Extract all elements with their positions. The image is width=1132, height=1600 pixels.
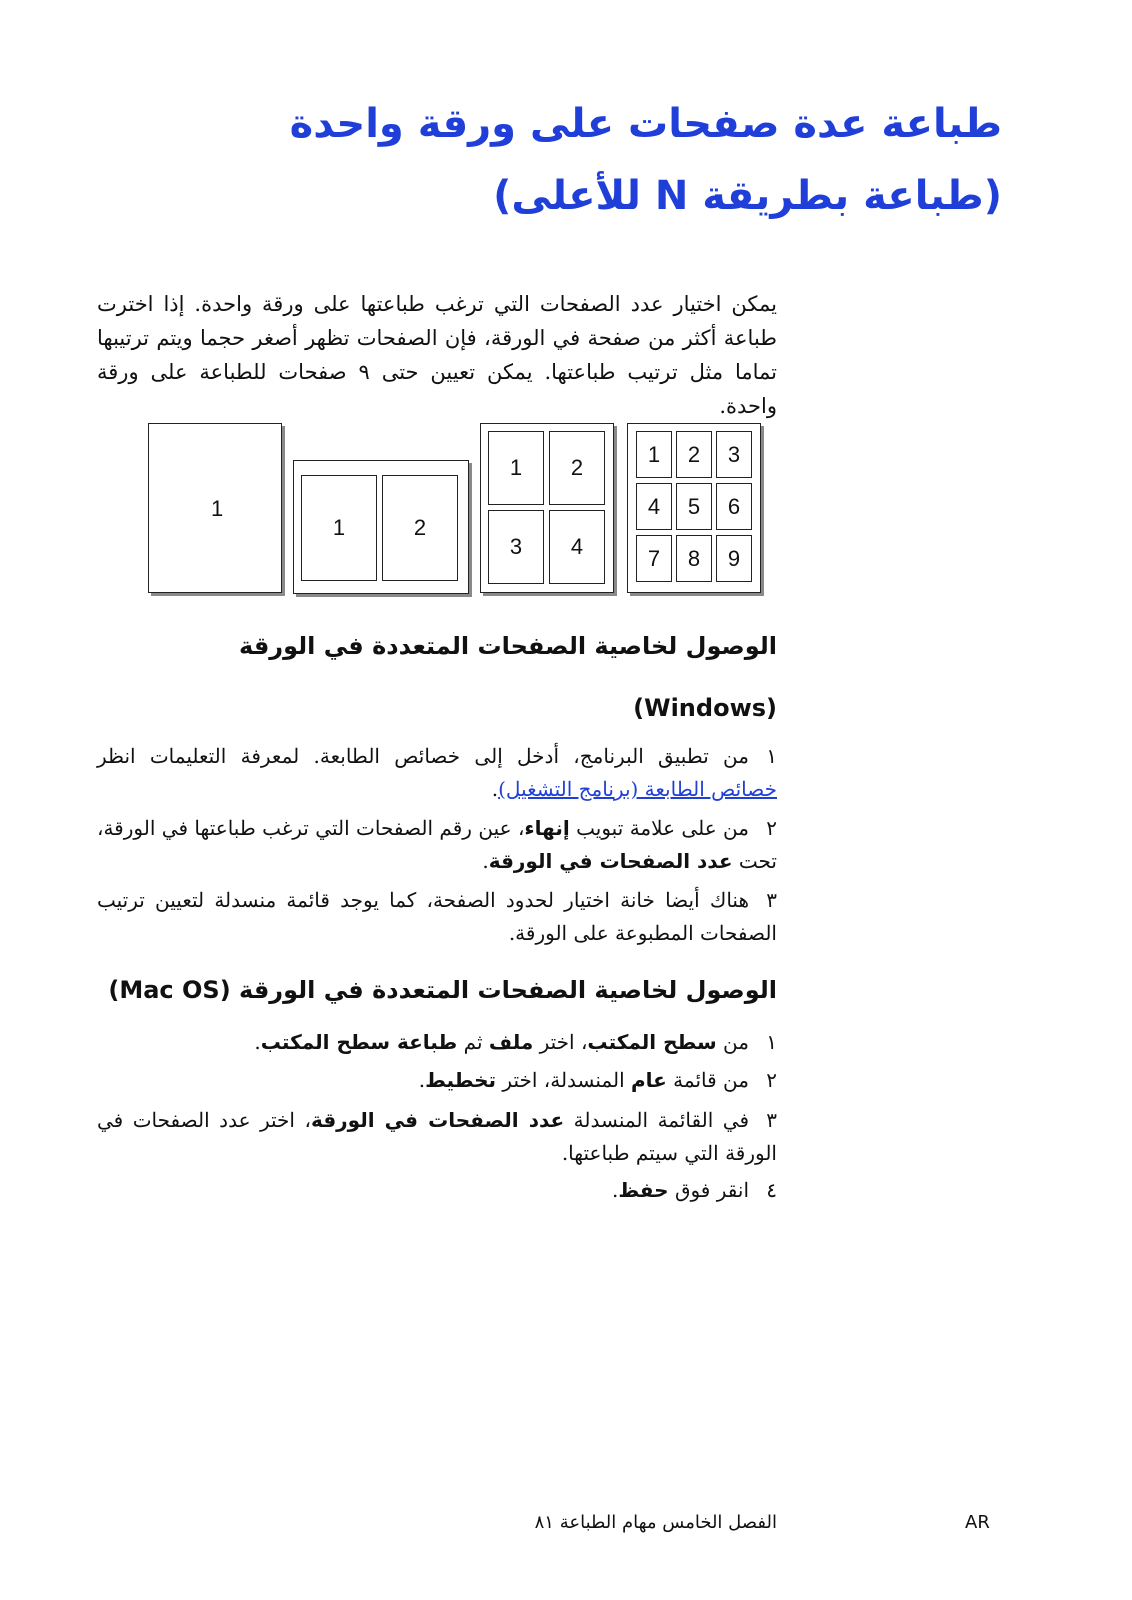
page-cell: 2 xyxy=(382,475,458,581)
title-line-1: طباعة عدة صفحات على ورقة واحدة xyxy=(289,101,1002,147)
page-cell: 5 xyxy=(676,483,712,530)
windows-step-3: ٣ هناك أيضا خانة اختيار لحدود الصفحة، كما يوجد قائمة منسدلة لتعيين ترتيب الصفحات المطبوعة على الورقة. xyxy=(97,888,777,945)
page-cell: 2 xyxy=(549,431,605,505)
intro-paragraph: يمكن اختيار عدد الصفحات التي ترغب طباعتها على ورقة واحدة. إذا اخترت طباعة أكثر من صفحة في الورقة، فإن الصفحات تظهر أصغر حجما ويتم ترتيبها تماما مثل ترتيب طباعتها. يمكن تعيين حتى ٩ صفحات للطباعة على ورقة واحدة. xyxy=(97,292,778,418)
page-number: 1 xyxy=(211,496,224,521)
windows-step-1: ١ من تطبيق البرنامج، أدخل إلى خصائص الطابعة. لمعرفة التعليمات انظر خصائص الطابعة (برنامج التشغيل). xyxy=(97,744,777,801)
page-cell: 3 xyxy=(488,510,544,584)
page-cell: 1 xyxy=(636,431,672,478)
windows-step-2: ٢ من على علامة تبويب إنهاء، عين رقم الصفحات التي ترغب طباعتها في الورقة، تحت عدد الصفحات في الورقة. xyxy=(97,816,777,873)
figure-two-up xyxy=(293,460,469,594)
page-cell: 4 xyxy=(549,510,605,584)
title-line-2: (طباعة بطريقة N للأعلى) xyxy=(493,173,1002,219)
page-cell: 6 xyxy=(716,483,752,530)
mac-step-2: ٢ من قائمة عام المنسدلة، اختر تخطيط. xyxy=(418,1068,777,1092)
footer-page-label: الفصل الخامس مهام الطباعة ٨١ xyxy=(534,1512,777,1533)
page-cell: 4 xyxy=(636,483,672,530)
figure-one-up xyxy=(148,423,282,593)
mac-step-3: ٣ في القائمة المنسدلة عدد الصفحات في الورقة، اختر عدد الصفحات في الورقة التي سيتم طباعتها. xyxy=(97,1108,777,1165)
mac-step-1: ١ من سطح المكتب، اختر ملف ثم طباعة سطح المكتب. xyxy=(254,1030,777,1054)
page-title xyxy=(102,88,1002,232)
figure-four-up xyxy=(480,423,614,593)
page-cell: 7 xyxy=(636,535,672,582)
page-cell: 1 xyxy=(488,431,544,505)
page-cell: 8 xyxy=(676,535,712,582)
figure-nine-up xyxy=(627,423,761,593)
mac-step-4: ٤ انقر فوق حفظ. xyxy=(612,1178,777,1202)
page-cell: 1 xyxy=(301,475,377,581)
printer-properties-link[interactable]: خصائص الطابعة (برنامج التشغيل) xyxy=(498,777,777,801)
windows-section-heading: الوصول لخاصية الصفحات المتعددة في الورقة xyxy=(239,632,777,660)
page-cell: 9 xyxy=(716,535,752,582)
page-cell: 3 xyxy=(716,431,752,478)
footer-language: AR xyxy=(965,1512,990,1533)
page-cell: 2 xyxy=(676,431,712,478)
mac-section-heading: الوصول لخاصية الصفحات المتعددة في الورقة (Mac OS) xyxy=(108,976,777,1004)
windows-subheading: (Windows) xyxy=(633,694,777,722)
